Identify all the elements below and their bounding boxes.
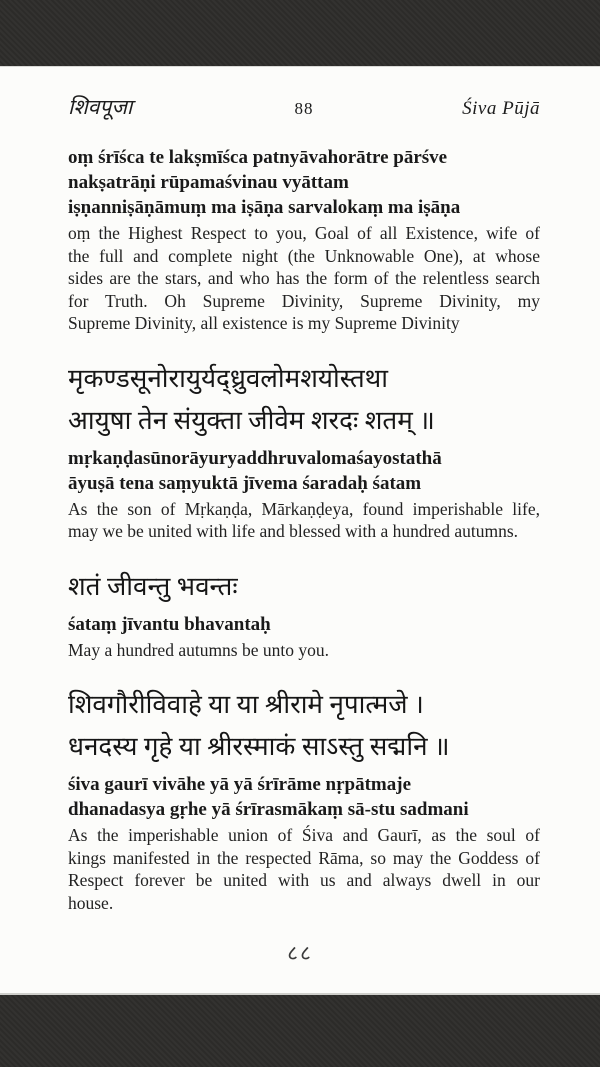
section-satam-jivantu (68, 566, 540, 662)
transliteration-block (68, 612, 540, 637)
translation-line: May a hundred autumns be unto you. (68, 639, 329, 660)
transliteration-block (68, 446, 540, 496)
transliteration-line: āyuṣā tena saṃyuktā jīvema śaradaḥ śatam (68, 472, 422, 494)
devanagari-line: धनदस्य गृहे या श्रीरस्माकं साऽस्तु सद्मनि ॥ (68, 732, 450, 761)
book-title-devanagari: शिवपूजा (68, 95, 133, 119)
translation-line: sides are the stars, and who has the form of the relentless search (68, 268, 540, 288)
translation-line: oṃ the Highest Respect to you, Goal of all Existence, wife of (68, 223, 540, 243)
bottom-dark-bar (0, 995, 600, 1067)
book-title-roman: Śiva Pūjā (462, 98, 540, 119)
translation-block (68, 498, 540, 543)
translation-line: Supreme Divinity, all existence is my Supreme Divinity (68, 313, 460, 333)
page-content (0, 67, 600, 914)
translation-line: house. (68, 892, 114, 913)
transliteration-line: nakṣatrāṇi rūpamaśvinau vyāttam (68, 172, 349, 193)
section-srisca-mantra (68, 145, 540, 335)
devanagari-block (68, 358, 540, 442)
transliteration-line: mṛkaṇḍasūnorāyuryaddhruvalomaśayostathā (68, 447, 442, 469)
translation-line: for Truth. Oh Supreme Divinity, Supreme Divinity, my (68, 290, 540, 311)
translation-line: As the son of Mṛkaṇḍa, Mārkaṇḍeya, found imperishable life, (68, 498, 540, 519)
translation-line: Respect forever be united with us and always dwell in our (68, 870, 540, 890)
translation-line: the full and complete night (the Unknowable One), at whose (68, 245, 540, 266)
transliteration-line: oṃ śrīśca te lakṣmīśca patnyāvahorātre pārśve (68, 147, 448, 168)
transliteration-line: dhanadasya gṛhe yā śrīrasmākaṃ sā-stu sadmani (68, 799, 469, 820)
devanagari-line: आयुषा तेन संयुक्ता जीवेम शरदः शतम् ॥ (68, 405, 435, 435)
translation-line: As the imperishable union of Śiva and Gaurī, as the soul of (68, 825, 540, 845)
translation-block (68, 824, 540, 914)
translation-block (68, 222, 540, 335)
translation-block (68, 639, 540, 662)
devanagari-line: शतं जीवन्तु भवन्तः (68, 571, 238, 601)
translation-line: kings manifested in the respected Rāma, so may the Goddess of (68, 847, 540, 868)
section-mrkanda-verse (68, 358, 540, 543)
devanagari-line: मृकण्डसूनोरायुर्यद्ध्रुवलोमशयोस्तथा (68, 363, 388, 393)
devanagari-block (68, 566, 540, 608)
translation-line: may we be united with life and blessed with a hundred autumns. (68, 521, 519, 541)
transliteration-line: iṣṇanniṣāṇāmuṃ ma iṣāṇa sarvalokaṃ ma iṣāṇa (68, 197, 461, 218)
book-page (0, 66, 600, 995)
footer-page-number-devanagari: ८८ (287, 941, 313, 965)
transliteration-line: śiva gaurī vivāhe yā yā śrīrāme nṛpātmaje (68, 774, 412, 795)
transliteration-line: śataṃ jīvantu bhavantaḥ (68, 613, 271, 635)
devanagari-line: शिवगौरीविवाहे या या श्रीरामे नृपात्मजे । (68, 690, 424, 719)
section-siva-gauri-verse (68, 684, 540, 914)
top-dark-bar (0, 0, 600, 66)
transliteration-block (68, 772, 540, 822)
transliteration-block (68, 145, 540, 220)
page-number: 88 (294, 99, 314, 118)
devanagari-block (68, 684, 540, 768)
page-header (68, 93, 540, 121)
